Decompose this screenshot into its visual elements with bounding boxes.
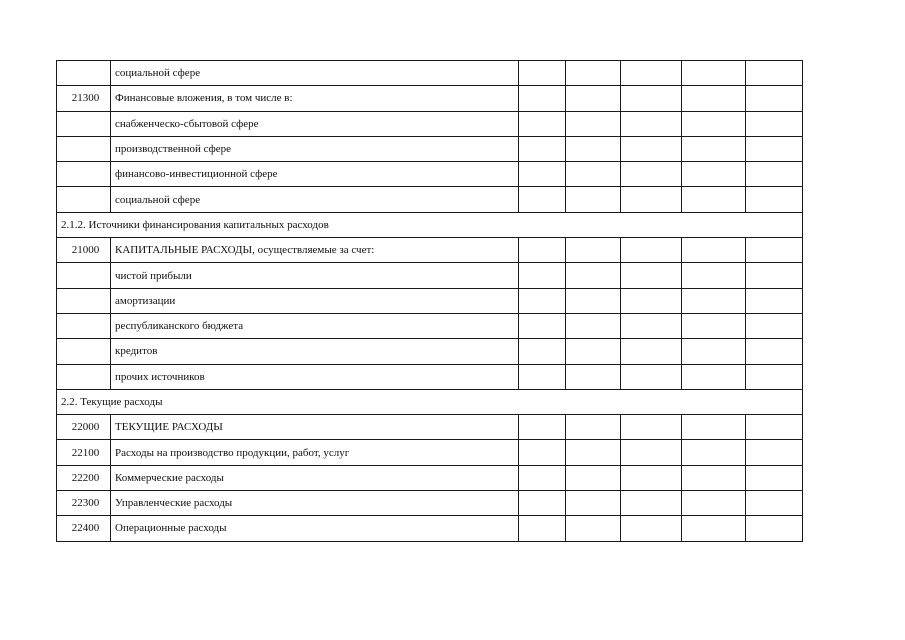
value-cell[interactable]: [682, 364, 746, 389]
value-cell[interactable]: [682, 339, 746, 364]
value-cell[interactable]: [519, 136, 566, 161]
row-label: республиканского бюджета: [111, 313, 519, 338]
table-body: [57, 61, 803, 542]
value-cell[interactable]: [682, 162, 746, 187]
value-cell[interactable]: [746, 339, 803, 364]
row-label: кредитов: [111, 339, 519, 364]
table-row: [57, 364, 803, 389]
value-cell[interactable]: [621, 288, 682, 313]
value-cell[interactable]: [566, 162, 621, 187]
value-cell[interactable]: [566, 111, 621, 136]
value-cell[interactable]: [682, 187, 746, 212]
value-cell[interactable]: [682, 111, 746, 136]
value-cell[interactable]: [682, 465, 746, 490]
value-cell[interactable]: [746, 465, 803, 490]
value-cell[interactable]: [746, 263, 803, 288]
value-cell[interactable]: [682, 288, 746, 313]
value-cell[interactable]: [566, 61, 621, 86]
value-cell[interactable]: [621, 491, 682, 516]
value-cell[interactable]: [621, 440, 682, 465]
value-cell[interactable]: [519, 491, 566, 516]
value-cell[interactable]: [566, 465, 621, 490]
table-row: [57, 136, 803, 161]
value-cell[interactable]: [682, 263, 746, 288]
row-label: производственной сфере: [111, 136, 519, 161]
row-code: [57, 111, 111, 136]
value-cell[interactable]: [519, 516, 566, 541]
value-cell[interactable]: [519, 465, 566, 490]
section-row: [57, 212, 803, 237]
value-cell[interactable]: [621, 111, 682, 136]
section-title: 2.1.2. Источники финансирования капитальных расходов: [57, 212, 803, 237]
row-label: социальной сфере: [111, 61, 519, 86]
table-row: [57, 491, 803, 516]
row-code: 22000: [57, 415, 111, 440]
table-row: [57, 465, 803, 490]
value-cell[interactable]: [682, 238, 746, 263]
row-code: 22400: [57, 516, 111, 541]
table-row: [57, 162, 803, 187]
value-cell[interactable]: [519, 61, 566, 86]
table-row: [57, 187, 803, 212]
value-cell[interactable]: [682, 61, 746, 86]
value-cell[interactable]: [746, 415, 803, 440]
value-cell[interactable]: [682, 491, 746, 516]
table-row: [57, 111, 803, 136]
value-cell[interactable]: [566, 238, 621, 263]
value-cell[interactable]: [566, 491, 621, 516]
value-cell[interactable]: [621, 313, 682, 338]
row-label: Расходы на производство продукции, работ, услуг: [111, 440, 519, 465]
value-cell[interactable]: [519, 288, 566, 313]
table-row: [57, 288, 803, 313]
value-cell[interactable]: [519, 111, 566, 136]
row-label-caps: КАПИТАЛЬНЫЕ РАСХОДЫ: [115, 244, 253, 257]
value-cell[interactable]: [621, 238, 682, 263]
value-cell[interactable]: [746, 288, 803, 313]
value-cell[interactable]: [519, 364, 566, 389]
value-cell[interactable]: [566, 364, 621, 389]
value-cell[interactable]: [566, 440, 621, 465]
value-cell[interactable]: [682, 136, 746, 161]
value-cell[interactable]: [682, 415, 746, 440]
row-label: Коммерческие расходы: [111, 465, 519, 490]
value-cell[interactable]: [566, 415, 621, 440]
value-cell[interactable]: [746, 136, 803, 161]
value-cell[interactable]: [746, 162, 803, 187]
table-row: [57, 415, 803, 440]
value-cell[interactable]: [621, 136, 682, 161]
row-label: Операционные расходы: [111, 516, 519, 541]
row-label: Управленческие расходы: [111, 491, 519, 516]
value-cell[interactable]: [682, 516, 746, 541]
value-cell[interactable]: [566, 339, 621, 364]
value-cell[interactable]: [621, 187, 682, 212]
row-label: [111, 415, 519, 440]
row-code: 21000: [57, 238, 111, 263]
value-cell[interactable]: [566, 187, 621, 212]
value-cell[interactable]: [621, 465, 682, 490]
value-cell[interactable]: [566, 313, 621, 338]
row-label: чистой прибыли: [111, 263, 519, 288]
value-cell[interactable]: [746, 86, 803, 111]
row-label: Финансовые вложения, в том числе в:: [111, 86, 519, 111]
value-cell[interactable]: [566, 288, 621, 313]
table-row: [57, 313, 803, 338]
value-cell[interactable]: [746, 491, 803, 516]
value-cell[interactable]: [746, 238, 803, 263]
row-label: снабженческо-сбытовой сфере: [111, 111, 519, 136]
row-code: [57, 136, 111, 161]
row-label: социальной сфере: [111, 187, 519, 212]
table-row: [57, 86, 803, 111]
value-cell[interactable]: [621, 339, 682, 364]
row-code: [57, 61, 111, 86]
value-cell[interactable]: [621, 364, 682, 389]
value-cell[interactable]: [566, 136, 621, 161]
row-label-rest: , осуществляемые за счет:: [252, 244, 375, 257]
value-cell[interactable]: [519, 415, 566, 440]
value-cell[interactable]: [682, 313, 746, 338]
value-cell[interactable]: [519, 263, 566, 288]
table-row: [57, 238, 803, 263]
table-row: [57, 516, 803, 541]
section-row: [57, 389, 803, 414]
row-label-caps: ТЕКУЩИЕ РАСХОДЫ: [115, 421, 223, 434]
row-code: [57, 288, 111, 313]
value-cell[interactable]: [746, 364, 803, 389]
table-row: [57, 61, 803, 86]
value-cell[interactable]: [682, 440, 746, 465]
row-code: [57, 313, 111, 338]
value-cell[interactable]: [621, 162, 682, 187]
value-cell[interactable]: [519, 238, 566, 263]
value-cell[interactable]: [519, 313, 566, 338]
row-label: амортизации: [111, 288, 519, 313]
value-cell[interactable]: [621, 516, 682, 541]
row-label: финансово-инвестиционной сфере: [111, 162, 519, 187]
value-cell[interactable]: [621, 86, 682, 111]
row-label: прочих источников: [111, 364, 519, 389]
value-cell[interactable]: [621, 263, 682, 288]
row-code: 22200: [57, 465, 111, 490]
row-code: [57, 162, 111, 187]
row-code: [57, 339, 111, 364]
value-cell[interactable]: [621, 61, 682, 86]
row-code: 22100: [57, 440, 111, 465]
expenses-table: [56, 60, 803, 542]
value-cell[interactable]: [746, 313, 803, 338]
section-title: 2.2. Текущие расходы: [57, 389, 803, 414]
value-cell[interactable]: [746, 440, 803, 465]
value-cell[interactable]: [566, 516, 621, 541]
value-cell[interactable]: [519, 187, 566, 212]
value-cell[interactable]: [746, 516, 803, 541]
row-code: [57, 263, 111, 288]
table-row: [57, 263, 803, 288]
value-cell[interactable]: [519, 86, 566, 111]
value-cell[interactable]: [746, 187, 803, 212]
value-cell[interactable]: [621, 415, 682, 440]
row-label: [111, 238, 519, 263]
table-row: [57, 440, 803, 465]
value-cell[interactable]: [519, 339, 566, 364]
value-cell[interactable]: [519, 440, 566, 465]
row-code: 21300: [57, 86, 111, 111]
row-code: [57, 364, 111, 389]
value-cell[interactable]: [682, 86, 746, 111]
value-cell[interactable]: [746, 111, 803, 136]
value-cell[interactable]: [746, 61, 803, 86]
value-cell[interactable]: [519, 162, 566, 187]
value-cell[interactable]: [566, 86, 621, 111]
row-code: 22300: [57, 491, 111, 516]
row-code: [57, 187, 111, 212]
table-row: [57, 339, 803, 364]
value-cell[interactable]: [566, 263, 621, 288]
